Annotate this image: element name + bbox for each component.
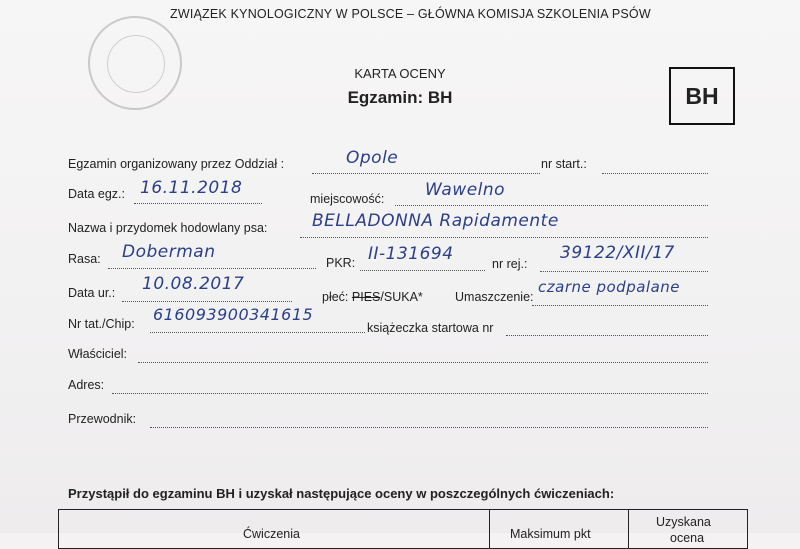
- exam-title: Egzamin: BH: [347, 88, 453, 107]
- sex-label-text: płeć:: [322, 290, 349, 304]
- sex-option-rest: /SUKA*: [380, 290, 423, 304]
- place-label: miejscowość:: [310, 192, 385, 206]
- address-label: Adres:: [68, 378, 105, 392]
- dog-name-line: [300, 237, 708, 238]
- registration-number-line: [540, 271, 708, 272]
- dog-name-label: Nazwa i przydomek hodowlany psa:: [68, 221, 268, 235]
- booklet-label: książeczka startowa nr: [367, 321, 494, 335]
- exam-date-label: Data egz.:: [68, 187, 125, 201]
- card-title: KARTA OCENY: [354, 66, 446, 81]
- start-number-line: [602, 173, 708, 174]
- table-header-exercises: Ćwiczenia: [243, 527, 300, 541]
- exam-date-value: 16.11.2018: [140, 178, 243, 198]
- organizer-label: Egzamin organizowany przez Oddział :: [68, 157, 285, 171]
- place-line: [395, 205, 708, 206]
- tattoo-chip-line: [150, 332, 365, 333]
- table-divider: [628, 509, 629, 549]
- place-value: Wawelno: [425, 180, 506, 200]
- birth-date-value: 10.08.2017: [142, 274, 245, 294]
- section-intro: Przystąpił do egzaminu BH i uzyskał następujące oceny w poszczególnych ćwiczeniach:: [68, 486, 615, 501]
- pkr-label: PKR:: [326, 256, 356, 270]
- pkr-line: [360, 270, 485, 271]
- registration-number-label: nr rej.:: [492, 257, 528, 271]
- organizer-line: [312, 173, 540, 174]
- tattoo-chip-label: Nr tat./Chip:: [68, 317, 135, 331]
- handler-label: Przewodnik:: [68, 412, 137, 426]
- booklet-line: [506, 335, 708, 336]
- breed-line: [108, 268, 316, 269]
- table-header-max-points: Maksimum pkt: [510, 527, 591, 541]
- organization-header: ZWIĄZEK KYNOLOGICZNY W POLSCE – GŁÓWNA KOMISJA SZKOLENIA PSÓW: [170, 7, 651, 21]
- birth-date-line: [122, 301, 292, 302]
- organizer-value: Opole: [346, 148, 399, 168]
- tattoo-chip-value: 616093900341615: [153, 305, 314, 324]
- table-header-score-line2: ocena: [670, 531, 705, 545]
- exam-type-badge: BH: [669, 67, 735, 125]
- pkr-value: II-131694: [368, 244, 454, 264]
- handler-line: [150, 427, 708, 428]
- dog-name-value: BELLADONNA Rapidamente: [312, 211, 559, 231]
- coat-line: [532, 305, 708, 306]
- results-table: [58, 509, 748, 549]
- coat-value: czarne podpalane: [538, 278, 681, 296]
- owner-line: [138, 362, 708, 363]
- sex-label: [322, 290, 423, 304]
- address-line: [112, 393, 708, 394]
- table-header-score-line1: Uzyskana: [656, 515, 711, 529]
- owner-label: Właściciel:: [68, 347, 128, 361]
- breed-label: Rasa:: [68, 252, 101, 266]
- sex-option-struck: PIES: [351, 290, 381, 304]
- table-divider: [489, 509, 490, 549]
- registration-number-value: 39122/XII/17: [560, 243, 675, 263]
- start-number-label: nr start.:: [541, 157, 587, 171]
- birth-date-label: Data ur.:: [68, 286, 116, 300]
- exam-date-line: [134, 203, 262, 204]
- coat-label: Umaszczenie:: [455, 290, 534, 304]
- breed-value: Doberman: [122, 242, 216, 262]
